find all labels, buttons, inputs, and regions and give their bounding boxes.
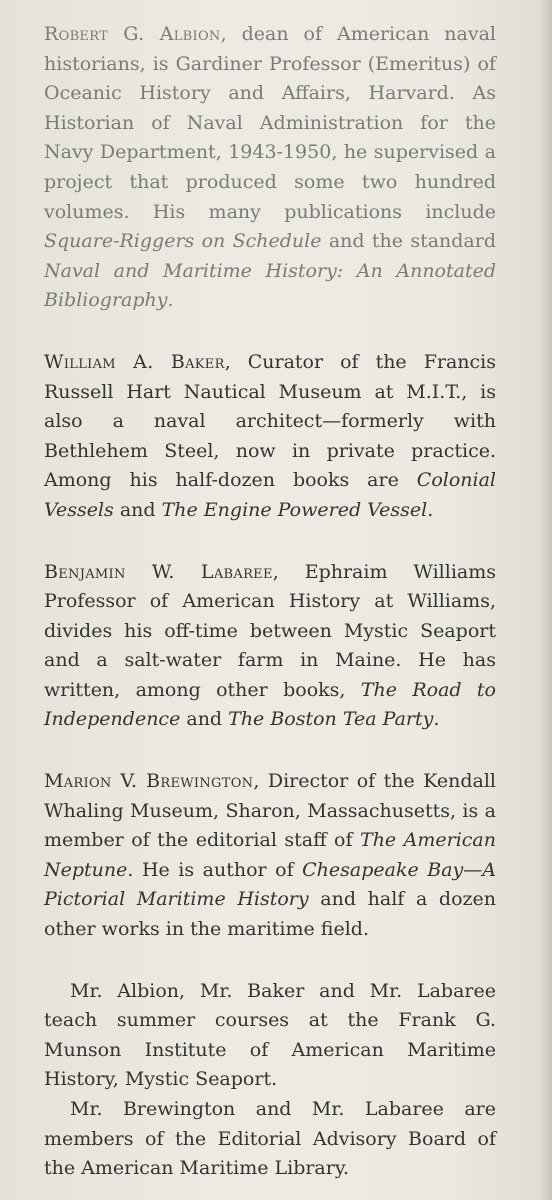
- book-title: The Road to Independence: [44, 678, 496, 731]
- bio-baker: [44, 348, 496, 526]
- bio-albion: [44, 20, 496, 316]
- bio-text: and half a dozen other works in the maritime field.: [44, 888, 496, 941]
- author-name: Benjamin W. Labaree: [44, 560, 273, 583]
- author-name: Marion V. Brewington: [44, 770, 254, 793]
- bio-text: , Director of the Kendall Whaling Museum, Sharon, Massachusetts, is a member of the editorial staff of: [44, 770, 496, 852]
- book-title: Square-Riggers on Schedule: [44, 230, 322, 253]
- bio-text: .: [427, 498, 434, 521]
- bio-text: and the standard: [321, 230, 497, 253]
- page-edge-shadow: [540, 0, 552, 1200]
- bio-text: .: [433, 708, 440, 731]
- book-title: The Boston Tea Party: [228, 708, 434, 731]
- note-editorial-board: Mr. Brewington and Mr. Labaree are members of the Editorial Advisory Board of the American Maritime Library.: [44, 1098, 496, 1180]
- bio-text: and: [113, 498, 162, 521]
- bio-text: , Curator of the Francis Russell Hart Nautical Museum at M.I.T., is also a naval architect—formerly with Bethlehem Steel, now in private practice. Among his half-dozen books are: [44, 350, 496, 492]
- bio-text: .: [167, 289, 174, 312]
- bio-text: . He is author of: [127, 858, 303, 881]
- book-title: Chesapeake Bay—A Pictorial Maritime History: [44, 858, 497, 911]
- note-munson-institute: Mr. Albion, Mr. Baker and Mr. Labaree teach summer courses at the Frank G. Munson Institute of American Maritime History, Mystic Seaport.: [44, 979, 496, 1091]
- bio-text: , Ephraim Williams Professor of American History at Williams, divides his off-time between Mystic Seaport and a salt-water farm in Maine. He has written, among other books,: [44, 560, 496, 701]
- book-title: Colonial Vessels: [44, 469, 496, 521]
- author-name: Robert G. Albion: [44, 23, 221, 45]
- bio-labaree: [44, 558, 496, 736]
- book-title: The American Neptune: [44, 829, 496, 881]
- author-bios-column: [44, 20, 496, 1184]
- author-name: William A. Baker: [44, 350, 225, 373]
- bio-brewington: [44, 767, 496, 945]
- bio-text: and: [180, 708, 229, 731]
- book-title: The Engine Powered Vessel: [161, 498, 428, 521]
- bio-text: , dean of American naval historians, is Gardiner Professor (Emeritus) of Oceanic History and Affairs, Harvard. As Historian of Naval Administration for the Navy Department, 1943-1950, he supervised a project that produced some two hundred volumes. His many publications include: [44, 23, 496, 223]
- book-title: Naval and Maritime History: An Annotated Bibliography: [44, 259, 496, 312]
